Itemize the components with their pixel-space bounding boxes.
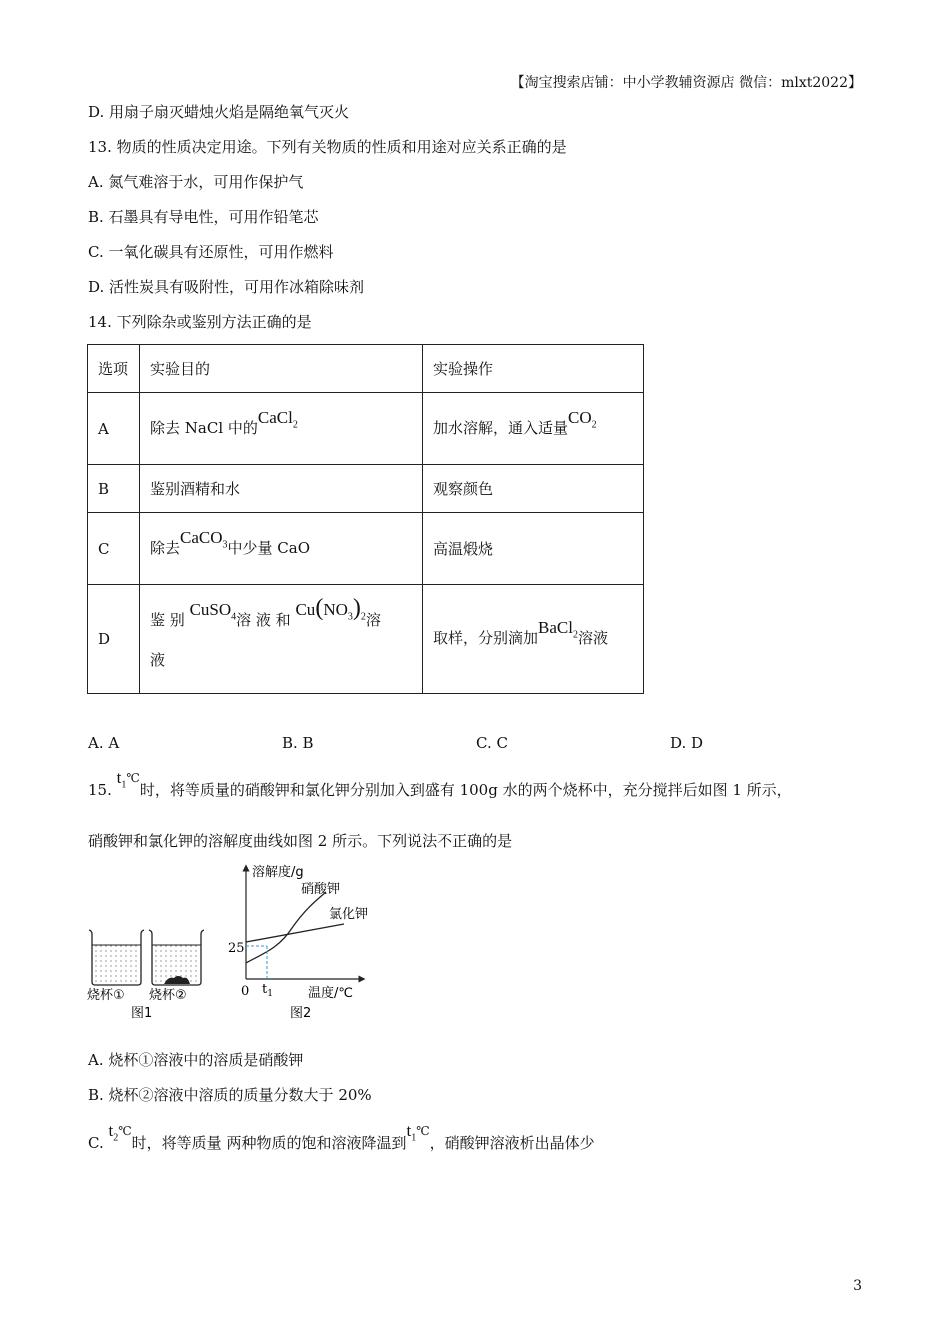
row-a-operation [423, 393, 644, 465]
co2-formula: $CO_2$ [568, 407, 597, 431]
table-row [88, 465, 644, 513]
kno3-curve [246, 892, 326, 963]
figure-1-beakers [84, 924, 204, 1024]
q13-option-c: C. 一氧化碳具有还原性，可用作燃料 [88, 243, 334, 261]
t2-temp: $t_2^℃$ [108, 1121, 132, 1144]
table-row [88, 513, 644, 585]
row-a-operation-text: 加水溶解，通入适量 [433, 418, 569, 437]
kcl-label: 氯化钾 [329, 907, 369, 922]
row-c-operation: 高温煅烧 [423, 513, 644, 585]
q12-option-d: D. 用扇子扇灭蜡烛火焰是隔绝氧气灭火 [88, 103, 350, 121]
q15-stem: 15. $t_1^℃$时，将等质量的硝酸钾和氯化钾分别加入到盛有 100g 水的两个烧杯中，充分搅拌后如图 1 所示， [88, 768, 792, 799]
figure-2-caption: 图2 [290, 1006, 312, 1021]
q15-stem-line2: 硝酸钾和氯化钾的溶解度曲线如图 2 所示。下列说法不正确的是 [88, 832, 513, 850]
row-c-option: C [88, 513, 140, 585]
q13-option-b: B. 石墨具有导电性，可用作铅笔芯 [88, 208, 319, 226]
q15-option-b: B. 烧杯②溶液中溶质的质量分数大于 20% [88, 1086, 372, 1104]
q15-option-c: C. $t_2^℃$时，将等质量 两种物质的饱和溶液降温到$t_1^℃$，硝酸钾溶液析出晶体少 [88, 1121, 595, 1152]
origin-label: 0 [241, 984, 250, 999]
header-operation: 实验操作 [423, 345, 644, 393]
page-number: 3 [853, 1278, 862, 1294]
y-axis-label: 溶解度/g [252, 865, 304, 880]
row-a-purpose [140, 393, 423, 465]
row-a-purpose-text: 除去 NaCl 中的 [150, 418, 258, 437]
header-option: 选项 [88, 345, 140, 393]
cuno32-formula: $Cu(NO_3)_2$ [295, 595, 366, 623]
beaker-2 [149, 930, 204, 985]
row-b-purpose: 鉴别酒精和水 [140, 465, 423, 513]
beaker-1-label: 烧杯① [87, 988, 125, 1003]
t1-temp-c: $t_1^℃$ [406, 1121, 430, 1144]
q14-choice-d: D. D [670, 734, 704, 752]
row-d-option: D [88, 585, 140, 694]
row-b-option: B [88, 465, 140, 513]
t1-temp: $t_1^℃$ [116, 768, 140, 791]
figure-2-solubility-chart [224, 858, 374, 1024]
row-b-operation: 观察颜色 [423, 465, 644, 513]
bacl2-formula: BaCl$_2$ [538, 618, 578, 641]
q13-option-a: A. 氮气难溶于水，可用作保护气 [88, 173, 304, 191]
kcl-curve [246, 924, 344, 942]
q14-choice-b: B. B [282, 734, 314, 752]
q14-choice-c: C. C [476, 734, 508, 752]
header-purpose: 实验目的 [140, 345, 423, 393]
caco3-formula: CaCO$_3$ [180, 527, 228, 551]
q14-choice-a: A. A [88, 734, 120, 752]
row-d-operation: 取样，分别滴加BaCl$_2$溶液 [423, 585, 644, 694]
q15-option-a: A. 烧杯①溶液中的溶质是硝酸钾 [88, 1051, 304, 1069]
x-tick-t1: $t_1$ [262, 982, 273, 999]
beaker-1 [89, 930, 144, 985]
cacl2-formula: CaCl$_2$ [257, 407, 298, 431]
y-tick-25: 25 [228, 941, 245, 956]
row-c-purpose: 除去CaCO$_3$中少量 CaO [140, 513, 423, 585]
q13-stem: 13. 物质的性质决定用途。下列有关物质的性质和用途对应关系正确的是 [88, 138, 567, 156]
kno3-label: 硝酸钾 [301, 882, 341, 897]
beaker-2-label: 烧杯② [149, 988, 187, 1003]
table-header-row [88, 345, 644, 393]
row-d-purpose: 鉴 别 CuSO$_4$溶 液 和 $Cu(NO_3)_2$溶 液 [140, 585, 423, 694]
table-row [88, 585, 644, 694]
q13-option-d: D. 活性炭具有吸附性，可用作冰箱除味剂 [88, 278, 365, 296]
x-axis-label: 温度/℃ [308, 986, 353, 1001]
cuso4-formula: CuSO$_4$ [189, 600, 237, 623]
table-row [88, 393, 644, 465]
q14-stem: 14. 下列除杂或鉴别方法正确的是 [88, 313, 312, 331]
figure-1-caption: 图1 [131, 1006, 153, 1021]
row-a-option: A [88, 393, 140, 465]
q14-table [87, 344, 644, 694]
header-note: 【淘宝搜索店铺：中小学教辅资源店 微信：mlxt2022】 [510, 75, 862, 91]
